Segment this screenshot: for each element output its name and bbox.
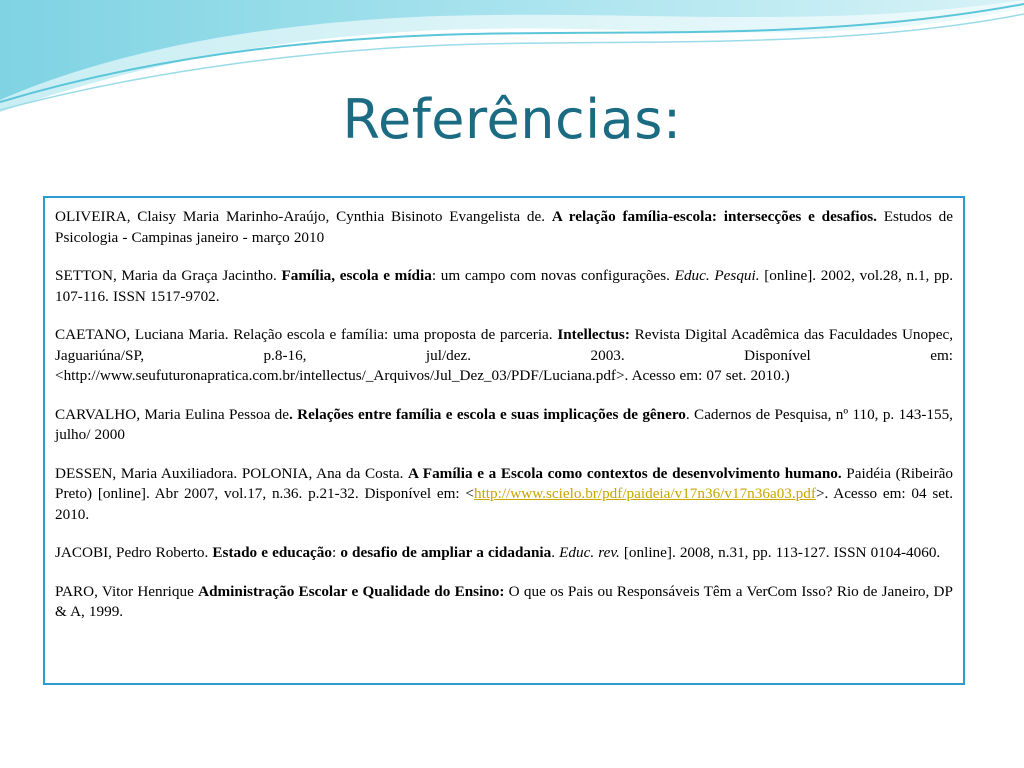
reference-item (55, 582, 953, 623)
reference-text: SETTON, Maria da Graça Jacintho. (55, 267, 282, 284)
page-title: Referências: (342, 88, 682, 151)
reference-text: : (332, 544, 341, 561)
reference-text: Revista Digital Acadêmica das Faculdades Unopec, Jaguariúna/SP, p.8-16, jul/dez. 2003. Disponível em: <http://www.seufuturonapratica.com.br/intellectus/_Arquivos/Jul_Dez_03/PDF/Luciana.pdf>. Acesso em: 07 set. 2010.) (55, 326, 953, 384)
reference-text: : um campo com novas configurações. (431, 267, 675, 284)
reference-text: PARO, Vitor Henrique (55, 582, 199, 600)
reference-item (55, 325, 953, 387)
reference-item (55, 543, 953, 564)
reference-text: . Cadernos de Pesquisa, nº 110, p. 143-155, julho/ 2000 (55, 405, 953, 443)
reference-text: CARVALHO, Maria Eulina Pessoa de (55, 405, 290, 423)
reference-text: CAETANO, Luciana Maria. Relação escola e família: uma proposta de parceria. (55, 326, 558, 343)
reference-link[interactable]: http://www.scielo.br/pdf/paideia/v17n36/v17n36a03.pdf (473, 485, 816, 502)
reference-item (55, 464, 953, 526)
reference-title: . Relações entre família e escola e suas implicações de gênero (289, 405, 686, 423)
reference-text: JACOBI, Pedro Roberto. (55, 544, 213, 561)
reference-title: A Família e a Escola como contextos de desenvolvimento humano. (408, 464, 842, 482)
reference-item (55, 207, 953, 248)
reference-item (55, 266, 953, 307)
reference-text: [online]. 2008, n.31, pp. 113-127. ISSN 0104-4060. (619, 544, 941, 561)
reference-journal: Educ. Pesqui. (674, 267, 760, 284)
reference-text: . (551, 544, 560, 561)
reference-text: Paidéia (Ribeirão Preto) [online]. Abr 2007, vol.17, n.36. p.21-32. Disponível em: < (55, 464, 953, 502)
references-box (43, 196, 965, 685)
reference-title: A relação família-escola: intersecções e desafios. (551, 208, 877, 225)
reference-text: OLIVEIRA, Claisy Maria Marinho-Araújo, Cynthia Bisinoto Evangelista de. (55, 208, 552, 225)
reference-text: DESSEN, Maria Auxiliadora. POLONIA, Ana da Costa. (55, 464, 409, 482)
reference-item (55, 405, 953, 446)
reference-title: Estado e educação (212, 544, 332, 561)
reference-text: >. Acesso em: 04 set. 2010. (55, 485, 954, 523)
reference-journal: Educ. rev. (559, 544, 620, 561)
reference-text: [online]. 2002, vol.28, n.1, pp. 107-116. ISSN 1517-9702. (55, 267, 954, 305)
reference-text: O que os Pais ou Responsáveis Têm a VerCom Isso? Rio de Janeiro, DP & A, 1999. (55, 582, 953, 620)
reference-title: Família, escola e mídia (281, 267, 432, 284)
reference-title: Intellectus: (557, 326, 630, 343)
reference-text: Estudos de Psicologia - Campinas janeiro - março 2010 (55, 208, 953, 246)
reference-title: Administração Escolar e Qualidade do Ensino: (198, 582, 505, 600)
reference-subtitle: o desafio de ampliar a cidadania (340, 544, 552, 561)
